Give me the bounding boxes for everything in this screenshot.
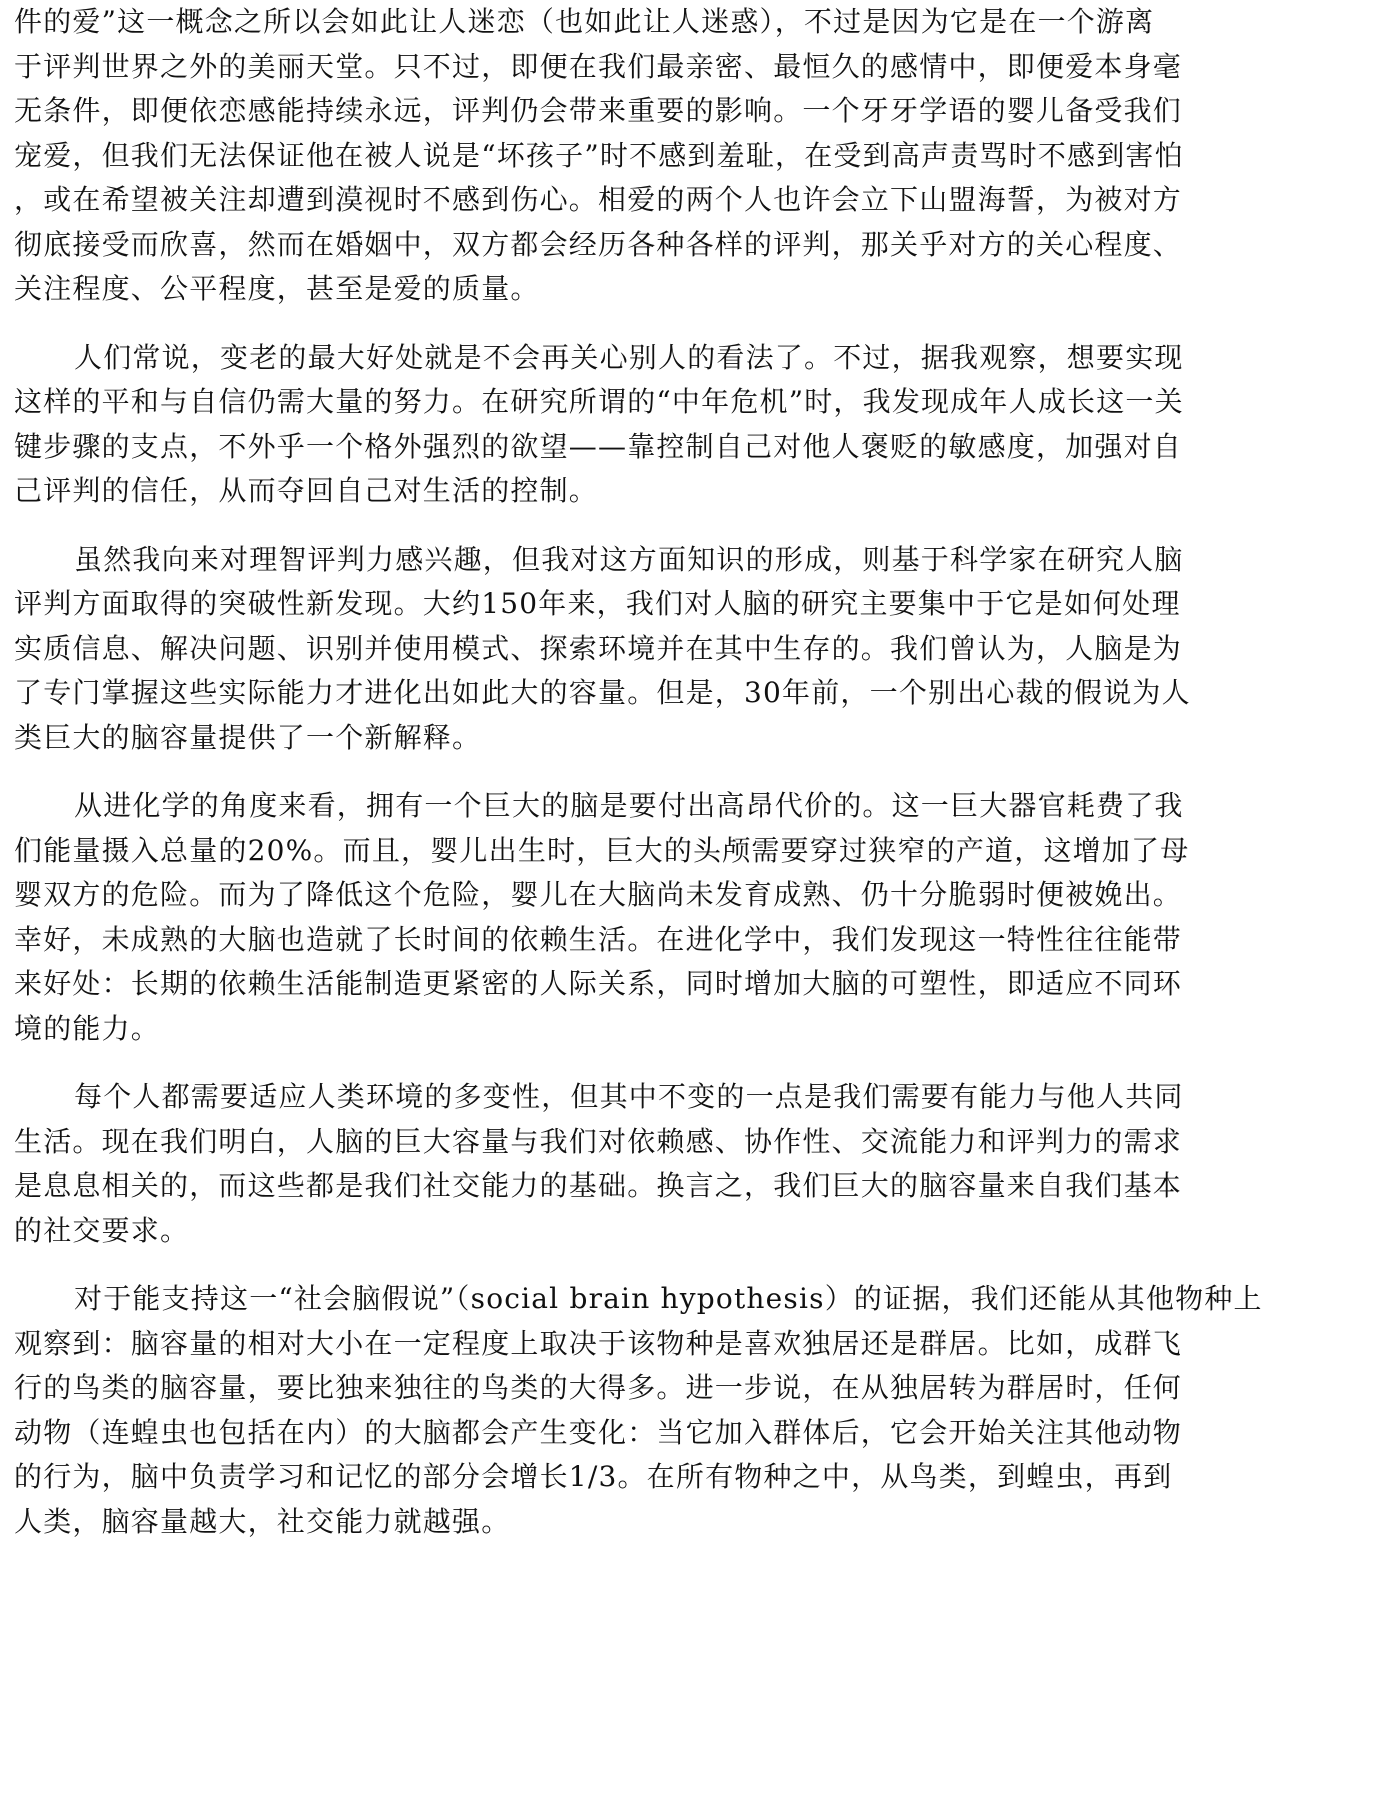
text-line: 这样的平和与自信仍需大量的努力。在研究所谓的“中年危机”时，我发现成年人成长这一关 <box>14 385 1184 418</box>
paragraph-6 <box>14 1277 1380 1544</box>
text-line: 从进化学的角度来看，拥有一个巨大的脑是要付出高昂代价的。这一巨大器官耗费了我 <box>74 789 1184 822</box>
text-line: ，或在希望被关注却遭到漠视时不感到伤心。相爱的两个人也许会立下山盟海誓，为被对方 <box>14 183 1183 216</box>
text-line: 幸好，未成熟的大脑也造就了长时间的依赖生活。在进化学中，我们发现这一特性往往能带 <box>14 922 1183 956</box>
text-line: 观察到：脑容量的相对大小在一定程度上取决于该物种是喜欢独居还是群居。比如，成群飞 <box>14 1326 1183 1360</box>
text-line: 关注程度、公平程度，甚至是爱的质量。 <box>14 272 540 305</box>
text-line: 了专门掌握这些实际能力才进化出如此大的容量。但是，30年前，一个别出心裁的假说为人 <box>14 676 1191 709</box>
text-line: 人们常说，变老的最大好处就是不会再关心别人的看法了。不过，据我观察，想要实现 <box>74 340 1184 374</box>
text-line: 每个人都需要适应人类环境的多变性，但其中不变的一点是我们需要有能力与他人共同 <box>74 1080 1184 1113</box>
text-line: 婴双方的危险。而为了降低这个危险，婴儿在大脑尚未发育成熟、仍十分脆弱时便被娩出。 <box>14 878 1183 911</box>
text-line: 彻底接受而欣喜，然而在婚姻中，双方都会经历各种各样的评判，那关乎对方的关心程度、 <box>14 227 1183 261</box>
text-line: 评判方面取得的突破性新发现。大约150年来，我们对人脑的研究主要集中于它是如何处理 <box>14 587 1181 620</box>
paragraph-4 <box>14 784 1380 1051</box>
text-line: 类巨大的脑容量提供了一个新解释。 <box>14 720 482 754</box>
text-line: 们能量摄入总量的20%。而且，婴儿出生时，巨大的头颅需要穿过狭窄的产道，这增加了母 <box>14 833 1190 867</box>
text-line: 件的爱”这一概念之所以会如此让人迷恋（也如此让人迷惑），不过是因为它是在一个游离 <box>14 5 1155 38</box>
text-line: 人类，脑容量越大，社交能力就越强。 <box>14 1504 511 1538</box>
text-line: 动物（连蝗虫也包括在内）的大脑都会产生变化：当它加入群体后，它会开始关注其他动物 <box>14 1415 1183 1449</box>
paragraph-1 <box>14 0 1380 312</box>
body-text <box>14 0 1380 1568</box>
text-line: 宠爱，但我们无法保证他在被人说是“坏孩子”时不感到羞耻，在受到高声责骂时不感到害怕 <box>14 138 1184 172</box>
text-line: 是息息相关的，而这些都是我们社交能力的基础。换言之，我们巨大的脑容量来自我们基本 <box>14 1169 1183 1202</box>
paragraph-3 <box>14 538 1380 761</box>
text-line: 己评判的信任，从而夺回自己对生活的控制。 <box>14 474 599 507</box>
text-line: 的社交要求。 <box>14 1213 190 1247</box>
text-line: 行的鸟类的脑容量，要比独来独往的鸟类的大得多。进一步说，在从独居转为群居时，任何 <box>14 1371 1183 1404</box>
text-line: 键步骤的支点，不外乎一个格外强烈的欲望——靠控制自己对他人褒贬的敏感度，加强对自 <box>14 429 1183 463</box>
paragraph-5 <box>14 1075 1380 1253</box>
text-line: 实质信息、解决问题、识别并使用模式、探索环境并在其中生存的。我们曾认为，人脑是为 <box>14 631 1183 665</box>
text-line: 无条件，即便依恋感能持续永远，评判仍会带来重要的影响。一个牙牙学语的婴儿备受我们 <box>14 94 1183 127</box>
text-line: 的行为，脑中负责学习和记忆的部分会增长1/3。在所有物种之中，从鸟类，到蝗虫，再到 <box>14 1460 1173 1493</box>
text-line: 虽然我向来对理智评判力感兴趣，但我对这方面知识的形成，则基于科学家在研究人脑 <box>74 542 1184 576</box>
text-line: 境的能力。 <box>14 1011 161 1045</box>
text-line: 对于能支持这一“社会脑假说”（social brain hypothesis）的证据，我们还能从其他物种上 <box>74 1282 1263 1315</box>
text-line: 来好处：长期的依赖生活能制造更紧密的人际关系，同时增加大脑的可塑性，即适应不同环 <box>14 967 1183 1000</box>
text-line: 生活。现在我们明白，人脑的巨大容量与我们对依赖感、协作性、交流能力和评判力的需求 <box>14 1124 1183 1158</box>
text-line: 于评判世界之外的美丽天堂。只不过，即便在我们最亲密、最恒久的感情中，即便爱本身毫 <box>14 49 1183 83</box>
paragraph-2 <box>14 336 1380 514</box>
